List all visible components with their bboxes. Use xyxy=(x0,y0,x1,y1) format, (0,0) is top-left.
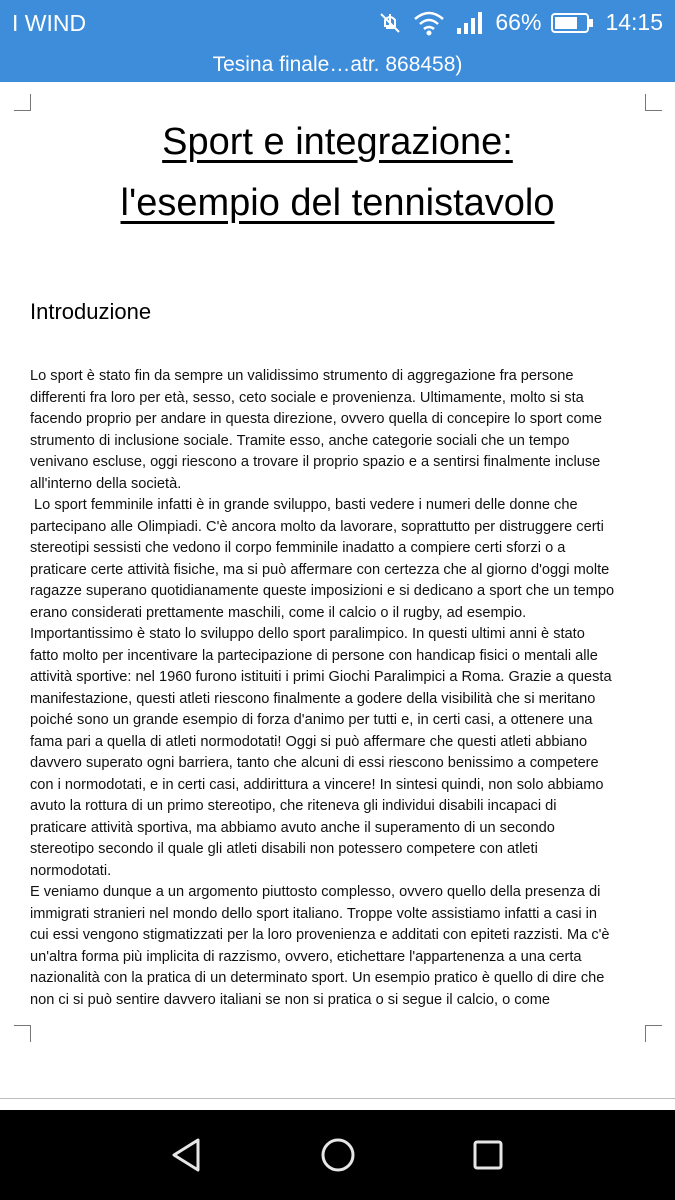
body-line: differenti fra loro per età, sesso, ceto sociale e provenienza. Ultimamente, molto si sta xyxy=(30,389,584,406)
body-line: Lo sport femminile infatti è in grande sviluppo, basti vedere i numeri delle donne che xyxy=(30,497,578,513)
page-corner-bottom-left xyxy=(14,1025,31,1042)
body-line: facendo proprio per andare in questa direzione, ovvero quella di concepire lo sport come xyxy=(30,411,602,427)
body-line: nazionalità con la pratica di un determinato sport. Un esempio pratico è quello di dire che xyxy=(30,970,605,986)
recents-icon[interactable] xyxy=(465,1132,511,1178)
body-line: praticare certe attività fisiche, ma si può affermare con certezza che al giorno d'oggi molte xyxy=(30,561,610,578)
body-line: venivano escluse, oggi riescono a trovare il proprio spazio e a sentirsi finalmente incluse xyxy=(30,454,601,470)
signal-icon xyxy=(455,10,485,36)
battery-percent: 66% xyxy=(495,9,542,35)
document-page[interactable] xyxy=(0,82,675,1098)
body-line: normodotati. xyxy=(30,862,112,879)
page-separator xyxy=(0,1098,675,1099)
document-title xyxy=(0,112,675,234)
battery-icon xyxy=(551,11,595,35)
document-title-line-2: l'esempio del tennistavolo xyxy=(120,182,555,224)
page-corner-top-right xyxy=(645,94,662,111)
body-line: E veniamo dunque a un argomento piuttosto complesso, ovvero quello della presenza di xyxy=(30,884,601,900)
section-heading: Introduzione xyxy=(30,299,152,324)
body-line: con i normodotati, e in certi casi, addirittura a vincere! In sintesi quindi, non solo abbiamo xyxy=(30,776,604,793)
document-title-line-1: Sport e integrazione: xyxy=(162,121,513,163)
navigation-bar xyxy=(0,1110,675,1200)
body-line: un'altra forma più implicita di razzismo, ovvero, etichettare l'appartenenza a una certa xyxy=(30,948,582,965)
body-line: fama pari a quella di atleti normodotati! Oggi si può affermare che questi atleti abbiano xyxy=(30,733,588,750)
body-text xyxy=(30,366,650,1011)
wifi-icon xyxy=(413,10,445,36)
body-line: poiché sono un grande esempio di forza d'animo per tutti e, in certi casi, a ottenere una xyxy=(30,712,593,728)
carrier-label: I WIND xyxy=(12,10,87,36)
status-indicators xyxy=(367,9,663,36)
body-line: cui essi vengono stigmatizzati per la loro provenienza e additati con epiteti razzisti. Ma c'è xyxy=(30,927,610,943)
status-bar xyxy=(0,0,675,48)
body-line: Importantissimo è stato lo sviluppo dello sport paralimpico. In questi ultimi anni è stato xyxy=(30,626,585,642)
body-line: stereotipi sessisti che vedono il corpo femminile inadatto a compiere certi sforzi o a xyxy=(30,540,566,556)
body-line: attività sportive: nel 1960 furono istituiti i primi Giochi Paralimpici a Roma. Grazie a questa xyxy=(30,669,612,685)
body-line: stereotipo secondo il quale gli atleti disabili non potessero competere con atleti xyxy=(30,841,538,857)
body-line: non ci si può sentire davvero italiani se non si pratica o si segue il calcio, o come xyxy=(30,991,550,1008)
body-line: davvero superato ogni barriera, tanto che alcuni di essi riescono benissimo a competere xyxy=(30,755,599,771)
body-line: manifestazione, questi atleti riescono finalmente a godere della visibilità che si meritano xyxy=(30,690,596,707)
clock: 14:15 xyxy=(605,9,663,35)
body-line: partecipano alle Olimpiadi. C'è ancora molto da lavorare, soprattutto per distruggere certi xyxy=(30,518,604,535)
body-line: praticare attività sportiva, ma abbiamo avuto anche il superamento di un secondo xyxy=(30,819,555,836)
body-line: Lo sport è stato fin da sempre un validissimo strumento di aggregazione fra persone xyxy=(30,368,574,384)
page-corner-top-left xyxy=(14,94,31,111)
body-line: avuto la rottura di un primo stereotipo, che riteneva gli individui disabili incapaci di xyxy=(30,798,557,814)
body-line: immigrati stranieri nel mondo dello sport italiano. Troppe volte assistiamo infatti a casi in xyxy=(30,905,597,922)
body-line: all'interno della società. xyxy=(30,475,182,492)
body-line: erano considerati prettamente maschili, come il calcio o il rugby, ad esempio. xyxy=(30,604,527,621)
home-icon[interactable] xyxy=(315,1132,361,1178)
back-icon[interactable] xyxy=(164,1132,210,1178)
page-corner-bottom-right xyxy=(645,1025,662,1042)
body-line: strumento di inclusione sociale. Tramite esso, anche categorie sociali che un tempo xyxy=(30,432,570,449)
mute-icon xyxy=(377,10,403,36)
body-line: fatto molto per incentivare la partecipazione di persone con handicap fisici o mentali alle xyxy=(30,647,598,664)
document-title-bar[interactable]: Tesina finale…atr. 868458) xyxy=(0,48,675,82)
body-line: ragazze superano quotidianamente queste imposizioni e si dedicano a sport che un tempo xyxy=(30,583,615,599)
